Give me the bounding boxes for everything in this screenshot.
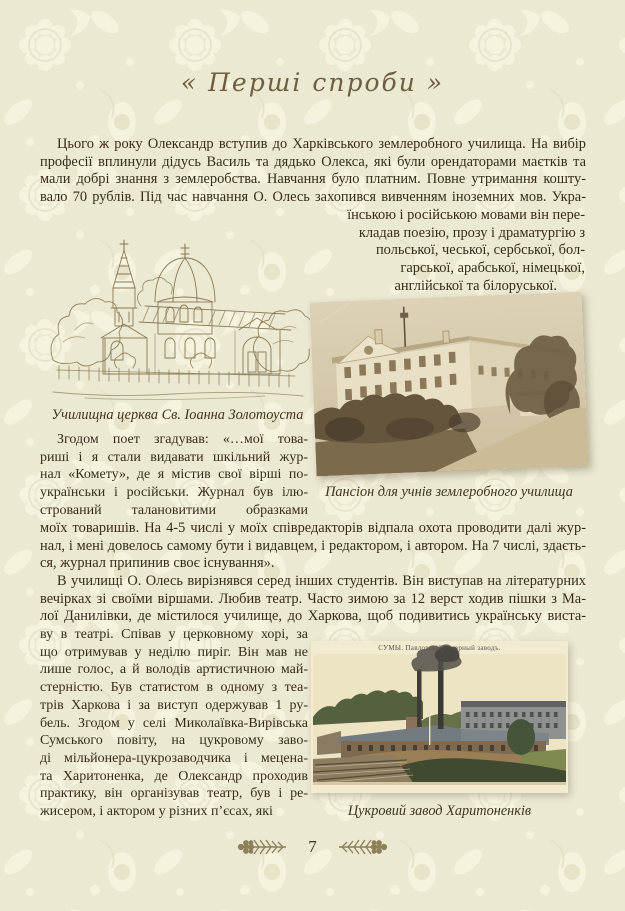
- text-line: українськи і російськи. Журнал був ілю-: [40, 485, 308, 501]
- postcard-title: СУМЫ. Павловскій сахарный заводъ.: [378, 644, 501, 652]
- text-line: вало 70 рублів. Під час навчання О. Олесь захопився вивченням іноземних мов. Укра-: [40, 189, 586, 206]
- figure-caption: Пансіон для учнів землеробного училища: [325, 484, 573, 500]
- figure-caption: Цукровий завод Харитоненків: [347, 803, 532, 819]
- text-line: Згодом поет згадував: «…мої това-: [57, 432, 308, 447]
- text-line: стерністю. Був статистом в одному з теа-: [40, 680, 308, 696]
- paragraph-3: [40, 573, 586, 626]
- text-line: їнською і російською мовами він пере-: [347, 207, 585, 223]
- text-line: ву в театрі. Співав у церковному хорі, за: [40, 627, 308, 642]
- paragraph-1-wrap: [327, 207, 585, 296]
- text-line: вечірках зі своїми віршами. Любив театр. Часто зимою за 12 верст ходив пішки з Ма-: [40, 590, 586, 607]
- text-line: гарської, арабської, німецької,: [400, 260, 585, 277]
- paragraph-2: [40, 431, 308, 520]
- text-line: та Харитоненка, де Олександр проходив: [40, 768, 308, 784]
- text-line: нал «Комету», де я містив свої вірші по-: [40, 467, 308, 483]
- text-line: лої Данилівки, де містилося училище, до Харкова, щоб подивитись українську виста-: [40, 608, 586, 625]
- church-sketch: [45, 210, 310, 402]
- text-line: бель. Згодом у селі Миколаївка-Вирівська: [40, 715, 308, 731]
- text-line: ді мільйонера-цукрозаводчика і мецена-: [40, 750, 308, 766]
- text-line: жисером, і актором у різних п’єсах, які: [40, 804, 273, 820]
- chapter-title: « Перші спроби »: [180, 68, 445, 97]
- page-number: 7: [308, 837, 317, 856]
- pension-photo: [310, 292, 589, 477]
- text-line: польської, чеської, сербської, бол-: [375, 242, 585, 259]
- text-line: В училищі О. Олесь вирізнявся серед інших студентів. Він виступав на літературних: [57, 573, 586, 589]
- factory-photo: [311, 641, 568, 793]
- text-line: практику, він організував театр, був і ре-: [40, 786, 308, 802]
- text-line: Цього ж року Олександр вступив до Харківського землеробного училища. На вибір: [57, 136, 586, 152]
- text-line: англійської та білоруської.: [394, 277, 557, 294]
- text-line: моїх товаришів. На 4-5 числі у моїх співредакторів відпала охота проводити далі жур-: [40, 520, 586, 536]
- text-line: лише голос, а й володів артистичною май-: [40, 662, 308, 678]
- text-line: Сумського повіту, на цукровому заво-: [40, 733, 308, 749]
- text-line: ся, журнал припинив своє існування».: [40, 555, 275, 572]
- text-line: нал, і мені довелось самому бути і видавцем, і редактором, і автором. На 7 числі, здаєть-: [40, 537, 586, 554]
- paragraph-3-left-column: [40, 626, 308, 821]
- text-line: професії вплинули дідусь Василь та дядько Олекса, які були орендаторами маєтків та: [40, 153, 586, 170]
- page-footer: [0, 836, 625, 858]
- text-line: риші і я стали видавати шкільний жур-: [40, 449, 308, 465]
- pinecone-branch-ornament-icon: [234, 836, 288, 858]
- text-line: стрований талановитими образками: [40, 502, 308, 518]
- figure-caption: Училищна церква Св. Іоанна Золотоуста: [51, 407, 304, 423]
- paragraph-2-continued: [40, 520, 586, 573]
- text-line: кладав поезію, прозу і драматургію з: [358, 224, 585, 241]
- paragraph-1: [40, 136, 586, 207]
- text-line: мали добрі знання з землеробства. Навчання було платним. Повне утримання кошту-: [40, 171, 586, 188]
- text-line: трів Харкова і за виступ одержував 1 ру-: [40, 697, 308, 713]
- pinecone-branch-ornament-icon: [337, 836, 391, 858]
- text-line: що отримував у неділю пиріг. Він мав не: [40, 644, 308, 660]
